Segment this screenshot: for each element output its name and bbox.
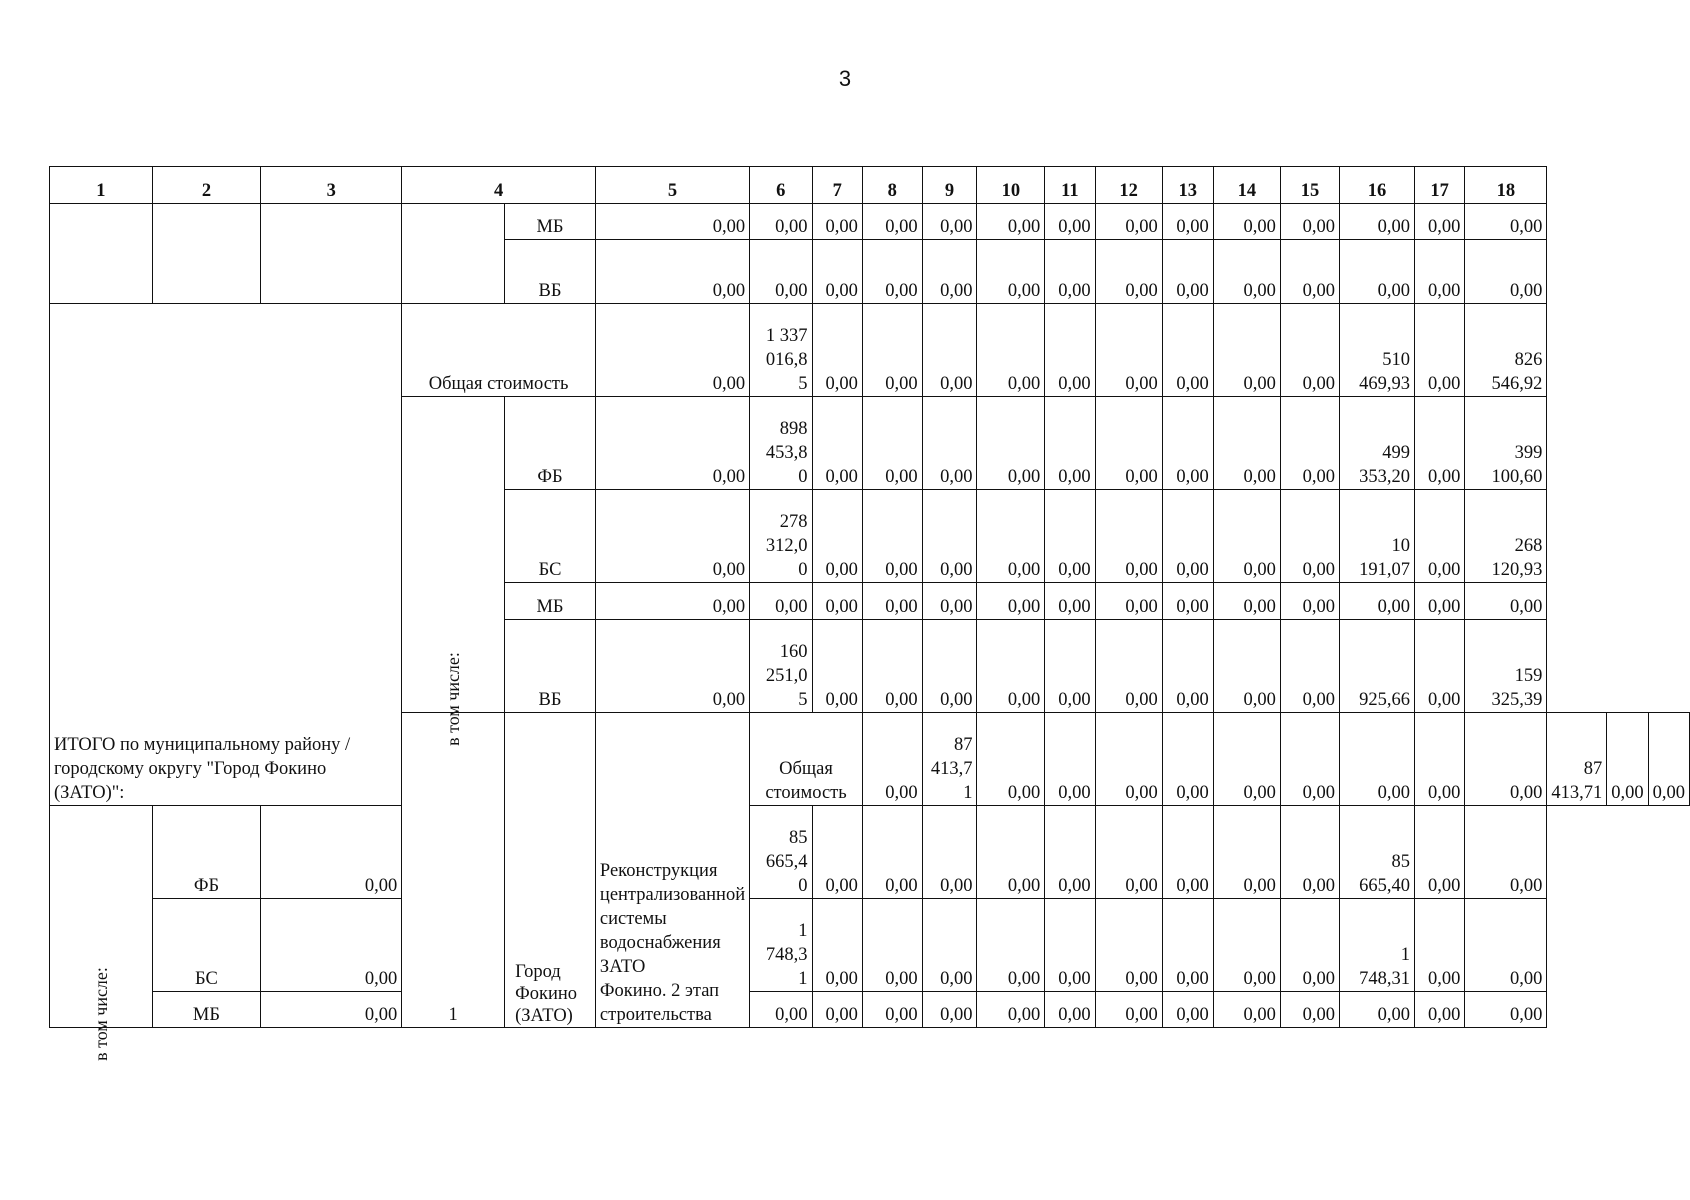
funding-source-label: МБ	[505, 204, 596, 240]
value-cell: 0,00	[1414, 490, 1464, 583]
col-header: 2	[152, 167, 260, 204]
value-cell: 0,00	[812, 304, 862, 397]
value-cell: 87 413,7 1	[922, 713, 977, 806]
col-header: 6	[750, 167, 812, 204]
total-cost-label: Общая стоимость	[402, 304, 596, 397]
value-cell: 0,00	[977, 992, 1045, 1028]
value-cell: 0,00	[1095, 397, 1162, 490]
col-header: 10	[977, 167, 1045, 204]
value-cell: 0,00	[1095, 806, 1162, 899]
value-cell: 0,00	[1213, 583, 1280, 620]
value-cell: 0,00	[812, 397, 862, 490]
value-cell: 0,00	[1465, 806, 1547, 899]
value-cell: 160 251,0 5	[750, 620, 812, 713]
itogo-label: ИТОГО по муниципальному району / городскому округу "Город Фокино (ЗАТО)":	[50, 304, 402, 806]
funding-source-label: БС	[152, 899, 260, 992]
value-cell: 0,00	[1162, 583, 1213, 620]
value-cell: 0,00	[1414, 397, 1464, 490]
project-description: Реконструкция централизованной системы водоснабжения ЗАТО Фокино. 2 этап строительства	[595, 713, 749, 1028]
value-cell: 0,00	[1213, 204, 1280, 240]
value-cell: 0,00	[1465, 204, 1547, 240]
value-cell: 0,00	[1162, 304, 1213, 397]
value-cell: 0,00	[261, 899, 402, 992]
value-cell: 0,00	[862, 204, 922, 240]
value-cell: 0,00	[1340, 583, 1415, 620]
value-cell: 0,00	[1045, 240, 1095, 304]
cell-empty	[261, 204, 402, 304]
value-cell: 0,00	[1280, 620, 1339, 713]
value-cell: 0,00	[750, 992, 812, 1028]
value-cell: 0,00	[1340, 992, 1415, 1028]
table-row	[50, 992, 1690, 1028]
funding-source-label: ФБ	[505, 397, 596, 490]
value-cell: 0,00	[862, 583, 922, 620]
value-cell: 0,00	[1045, 620, 1095, 713]
value-cell: 0,00	[1414, 204, 1464, 240]
col-header: 12	[1095, 167, 1162, 204]
value-cell: 0,00	[1465, 713, 1547, 806]
value-cell: 0,00	[1414, 304, 1464, 397]
table-row	[50, 204, 1690, 240]
value-cell: 0,00	[261, 806, 402, 899]
value-cell: 0,00	[1045, 992, 1095, 1028]
value-cell: 0,00	[1280, 240, 1339, 304]
row-number: 1	[402, 713, 505, 1028]
value-cell: 0,00	[862, 806, 922, 899]
value-cell: 0,00	[922, 806, 977, 899]
value-cell: 0,00	[1213, 240, 1280, 304]
value-cell: 0,00	[1095, 583, 1162, 620]
value-cell: 0,00	[1162, 490, 1213, 583]
value-cell: 898 453,8 0	[750, 397, 812, 490]
value-cell: 0,00	[1045, 899, 1095, 992]
col-header: 3	[261, 167, 402, 204]
value-cell: 0,00	[1465, 992, 1547, 1028]
value-cell: 85 665,4 0	[750, 806, 812, 899]
value-cell: 0,00	[595, 204, 749, 240]
header-row	[50, 167, 1690, 204]
table-row	[50, 304, 1690, 397]
value-cell: 0,00	[1095, 490, 1162, 583]
col-header: 7	[812, 167, 862, 204]
table-row	[50, 899, 1690, 992]
value-cell: 0,00	[1280, 397, 1339, 490]
value-cell: 0,00	[812, 899, 862, 992]
col-header: 15	[1280, 167, 1339, 204]
value-cell: 399 100,60	[1465, 397, 1547, 490]
value-cell: 0,00	[862, 304, 922, 397]
col-header: 8	[862, 167, 922, 204]
value-cell: 0,00	[595, 397, 749, 490]
value-cell: 0,00	[1095, 992, 1162, 1028]
value-cell: 278 312,0 0	[750, 490, 812, 583]
value-cell: 0,00	[595, 240, 749, 304]
value-cell: 0,00	[1280, 204, 1339, 240]
value-cell: 0,00	[922, 204, 977, 240]
value-cell: 0,00	[977, 899, 1045, 992]
value-cell: 0,00	[977, 204, 1045, 240]
value-cell: 0,00	[977, 397, 1045, 490]
value-cell: 0,00	[812, 806, 862, 899]
value-cell: 0,00	[812, 490, 862, 583]
value-cell: 0,00	[1045, 713, 1095, 806]
value-cell: 0,00	[862, 240, 922, 304]
value-cell: 0,00	[1162, 992, 1213, 1028]
funding-source-label: ВБ	[505, 240, 596, 304]
value-cell: 0,00	[812, 992, 862, 1028]
value-cell: 0,00	[1095, 899, 1162, 992]
value-cell: 0,00	[922, 240, 977, 304]
value-cell: 87 413,71	[1547, 713, 1607, 806]
value-cell: 0,00	[1280, 899, 1339, 992]
col-header: 13	[1162, 167, 1213, 204]
cell-empty	[402, 204, 505, 304]
value-cell: 0,00	[1414, 899, 1464, 992]
total-cost-label: Общая стоимость	[750, 713, 863, 806]
including-label: в том числе:	[443, 652, 464, 746]
table-row	[50, 806, 1690, 899]
value-cell: 0,00	[1607, 713, 1648, 806]
value-cell: 0,00	[1648, 713, 1689, 806]
value-cell: 0,00	[1213, 620, 1280, 713]
value-cell: 0,00	[1414, 992, 1464, 1028]
value-cell: 0,00	[1465, 899, 1547, 992]
value-cell: 0,00	[922, 583, 977, 620]
value-cell: 0,00	[1045, 490, 1095, 583]
value-cell: 159 325,39	[1465, 620, 1547, 713]
value-cell: 0,00	[1162, 713, 1213, 806]
value-cell: 0,00	[595, 490, 749, 583]
value-cell: 499 353,20	[1340, 397, 1415, 490]
value-cell: 0,00	[922, 490, 977, 583]
value-cell: 0,00	[1340, 204, 1415, 240]
value-cell: 0,00	[1095, 713, 1162, 806]
value-cell: 0,00	[1414, 806, 1464, 899]
col-header: 18	[1465, 167, 1547, 204]
value-cell: 0,00	[977, 713, 1045, 806]
value-cell: 0,00	[1162, 806, 1213, 899]
value-cell: 0,00	[750, 204, 812, 240]
value-cell: 925,66	[1340, 620, 1415, 713]
value-cell: 0,00	[862, 490, 922, 583]
col-header: 14	[1213, 167, 1280, 204]
funding-source-label: БС	[505, 490, 596, 583]
value-cell: 0,00	[1162, 240, 1213, 304]
value-cell: 1 748,3 1	[750, 899, 812, 992]
value-cell: 1 748,31	[1340, 899, 1415, 992]
value-cell: 0,00	[1280, 992, 1339, 1028]
value-cell: 0,00	[922, 620, 977, 713]
col-header: 11	[1045, 167, 1095, 204]
value-cell: 0,00	[1213, 304, 1280, 397]
value-cell: 0,00	[1414, 620, 1464, 713]
value-cell: 0,00	[862, 899, 922, 992]
value-cell: 0,00	[862, 992, 922, 1028]
cell-empty	[50, 204, 153, 304]
value-cell: 0,00	[862, 620, 922, 713]
value-cell: 0,00	[1465, 583, 1547, 620]
value-cell: 0,00	[1213, 899, 1280, 992]
value-cell: 0,00	[977, 620, 1045, 713]
col-header: 16	[1340, 167, 1415, 204]
value-cell: 0,00	[595, 583, 749, 620]
value-cell: 0,00	[1095, 620, 1162, 713]
value-cell: 0,00	[1213, 713, 1280, 806]
value-cell: 0,00	[1162, 204, 1213, 240]
value-cell: 0,00	[750, 583, 812, 620]
value-cell: 0,00	[812, 583, 862, 620]
value-cell: 0,00	[922, 992, 977, 1028]
value-cell: 0,00	[1213, 490, 1280, 583]
value-cell: 0,00	[1280, 713, 1339, 806]
value-cell: 0,00	[1414, 583, 1464, 620]
value-cell: 0,00	[1095, 240, 1162, 304]
value-cell: 0,00	[1045, 397, 1095, 490]
value-cell: 0,00	[595, 620, 749, 713]
value-cell: 0,00	[812, 204, 862, 240]
value-cell: 0,00	[1414, 713, 1464, 806]
value-cell: 0,00	[1095, 204, 1162, 240]
funding-source-label: ФБ	[152, 806, 260, 899]
value-cell: 0,00	[977, 583, 1045, 620]
value-cell: 0,00	[812, 620, 862, 713]
value-cell: 0,00	[1162, 899, 1213, 992]
including-label-cell	[50, 806, 153, 1061]
value-cell: 0,00	[1280, 304, 1339, 397]
funding-source-label: МБ	[505, 583, 596, 620]
value-cell: 0,00	[1280, 490, 1339, 583]
value-cell: 0,00	[1045, 583, 1095, 620]
value-cell: 0,00	[922, 397, 977, 490]
value-cell: 0,00	[1465, 240, 1547, 304]
col-header: 9	[922, 167, 977, 204]
col-header: 17	[1414, 167, 1464, 204]
col-header: 4	[402, 167, 596, 204]
value-cell: 0,00	[1045, 806, 1095, 899]
value-cell: 510 469,93	[1340, 304, 1415, 397]
value-cell: 0,00	[1045, 304, 1095, 397]
value-cell: 1 337 016,8 5	[750, 304, 812, 397]
col-header: 1	[50, 167, 153, 204]
value-cell: 0,00	[977, 490, 1045, 583]
value-cell: 0,00	[1340, 713, 1415, 806]
value-cell: 85 665,40	[1340, 806, 1415, 899]
value-cell: 0,00	[1213, 806, 1280, 899]
value-cell: 0,00	[1162, 620, 1213, 713]
value-cell: 0,00	[977, 240, 1045, 304]
value-cell: 0,00	[922, 899, 977, 992]
including-label: в том числе:	[90, 967, 111, 1061]
value-cell: 826 546,92	[1465, 304, 1547, 397]
value-cell: 0,00	[1162, 397, 1213, 490]
value-cell: 0,00	[922, 304, 977, 397]
col-header: 5	[595, 167, 749, 204]
value-cell: 0,00	[1095, 304, 1162, 397]
value-cell: 0,00	[812, 240, 862, 304]
funding-source-label: МБ	[152, 992, 260, 1028]
value-cell: 0,00	[977, 304, 1045, 397]
value-cell: 0,00	[1280, 806, 1339, 899]
value-cell: 0,00	[595, 304, 749, 397]
value-cell: 268 120,93	[1465, 490, 1547, 583]
value-cell: 0,00	[1213, 397, 1280, 490]
value-cell: 0,00	[261, 992, 402, 1028]
value-cell: 0,00	[862, 713, 922, 806]
value-cell: 10 191,07	[1340, 490, 1415, 583]
value-cell: 0,00	[1213, 992, 1280, 1028]
value-cell: 0,00	[1280, 583, 1339, 620]
cell-empty	[152, 204, 260, 304]
value-cell: 0,00	[1414, 240, 1464, 304]
page-number: 3	[838, 66, 852, 91]
value-cell: 0,00	[862, 397, 922, 490]
value-cell: 0,00	[750, 240, 812, 304]
including-label-cell	[402, 397, 505, 746]
value-cell: 0,00	[977, 806, 1045, 899]
funding-source-label: ВБ	[505, 620, 596, 713]
value-cell: 0,00	[1340, 240, 1415, 304]
value-cell: 0,00	[1045, 204, 1095, 240]
budget-table	[49, 166, 1690, 1061]
municipality-name: Город Фокино (ЗАТО)	[505, 713, 596, 1028]
